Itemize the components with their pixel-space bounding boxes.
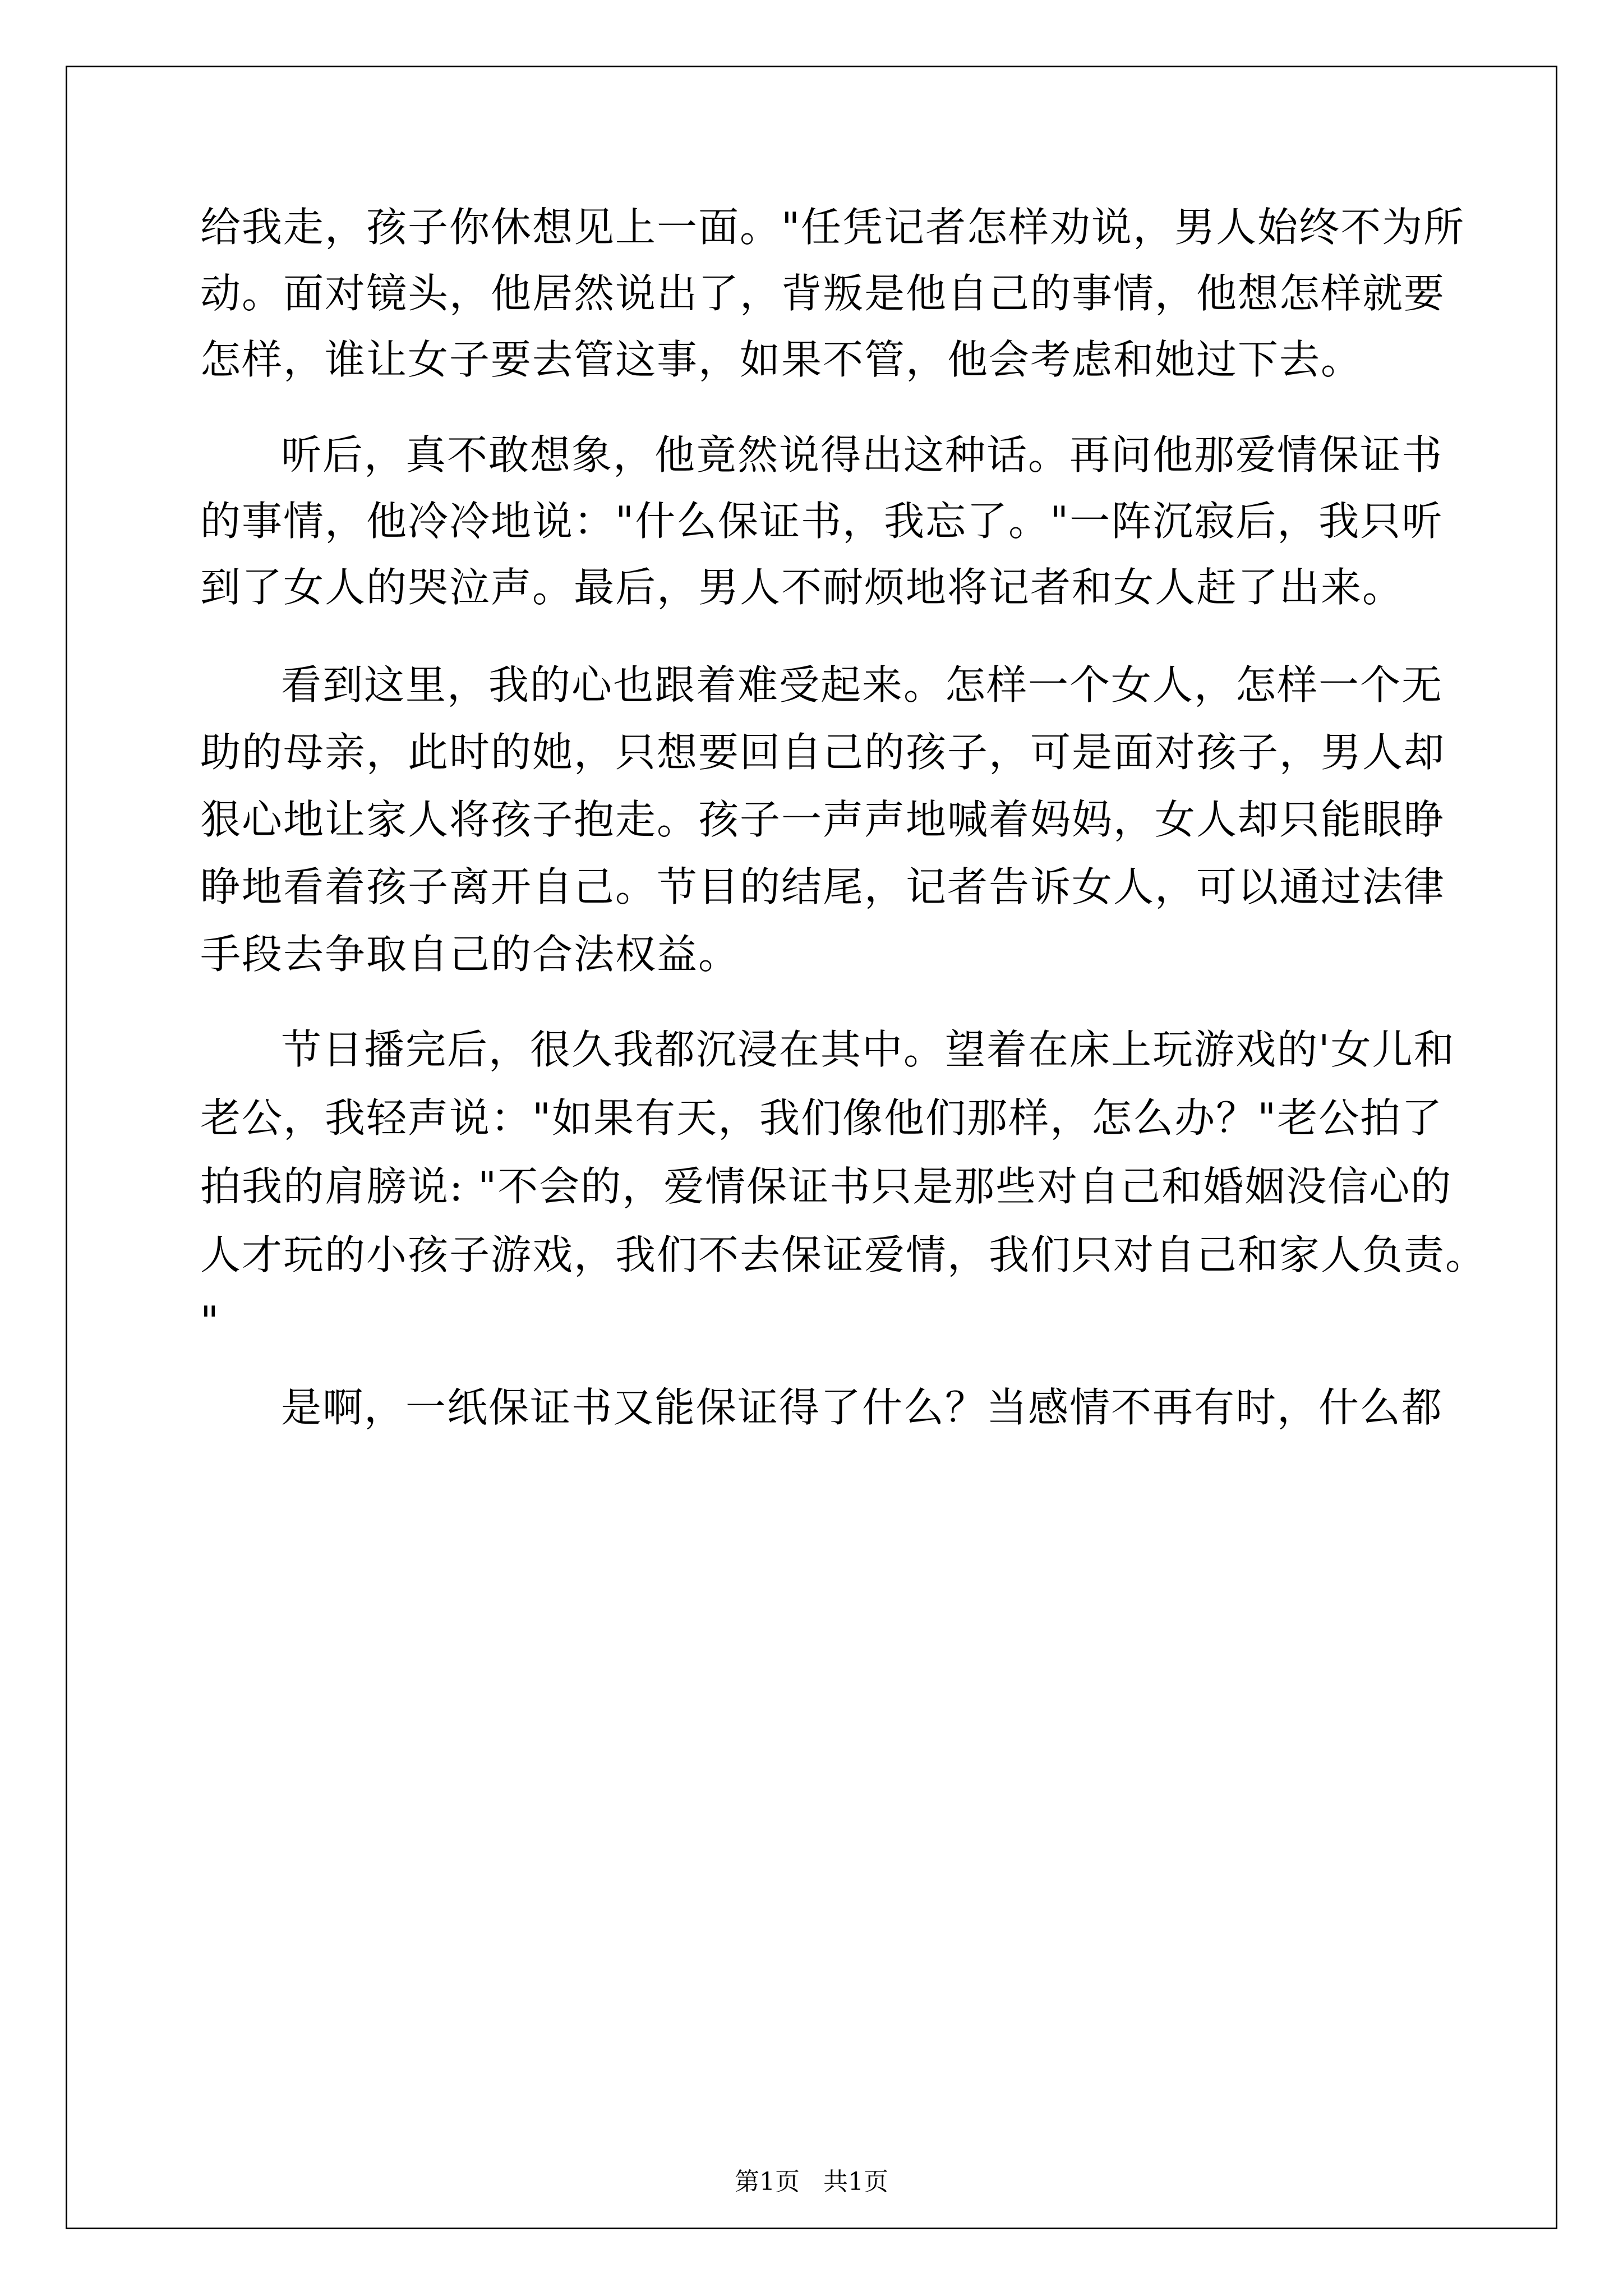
text-line: ": [200, 1297, 220, 1345]
text-line: 人才玩的小孩子游戏，我们不去保证爱情，我们只对自己和家人负责。: [200, 1231, 1487, 1278]
text-line: 狠心地让家人将孩子抱走。孩子一声声地喊着妈妈，女人却只能眼睁: [200, 796, 1446, 843]
paragraph-start-line: 节日播完后，很久我都沉浸在其中。望着在床上玩游戏的'女儿和: [281, 1026, 1455, 1073]
text-line: 怎样，谁让女子要去管这事，如果不管，他会考虑和她过下去。: [200, 336, 1363, 383]
text-line: 的事情，他冷冷地说："什么保证书，我忘了。"一阵沉寂后，我只听: [200, 498, 1444, 545]
paragraph-start-line: 是啊，一纸保证书又能保证得了什么？当感情不再有时，什么都: [281, 1384, 1444, 1431]
text-line: 手段去争取自己的合法权益。: [200, 931, 740, 978]
text-line: 助的母亲，此时的她，只想要回自己的孩子，可是面对孩子，男人却: [200, 729, 1446, 776]
text-line: 到了女人的哭泣声。最后，男人不耐烦地将记者和女人赶了出来。: [200, 564, 1404, 611]
text-line: 给我走，孩子你休想见上一面。"任凭记者怎样劝说，男人始终不为所: [200, 204, 1465, 251]
text-line: 睁地看着孩子离开自己。节目的结尾，记者告诉女人，可以通过法律: [200, 863, 1446, 910]
paragraph-start-line: 看到这里，我的心也跟着难受起来。怎样一个女人，怎样一个无: [281, 661, 1444, 708]
paragraph-start-line: 听后，真不敢想象，他竟然说得出这种话。再问他那爱情保证书: [281, 431, 1444, 478]
text-line: 老公，我轻声说："如果有天，我们像他们那样，怎么办？"老公拍了: [200, 1094, 1444, 1142]
page-number-footer: 第1页 共1页: [735, 2168, 888, 2196]
text-line: 拍我的肩膀说: "不会的，爱情保证书只是那些对自己和婚姻没信心的: [200, 1163, 1453, 1210]
text-line: 动。面对镜头，他居然说出了，背叛是他自己的事情，他想怎样就要: [200, 270, 1446, 317]
